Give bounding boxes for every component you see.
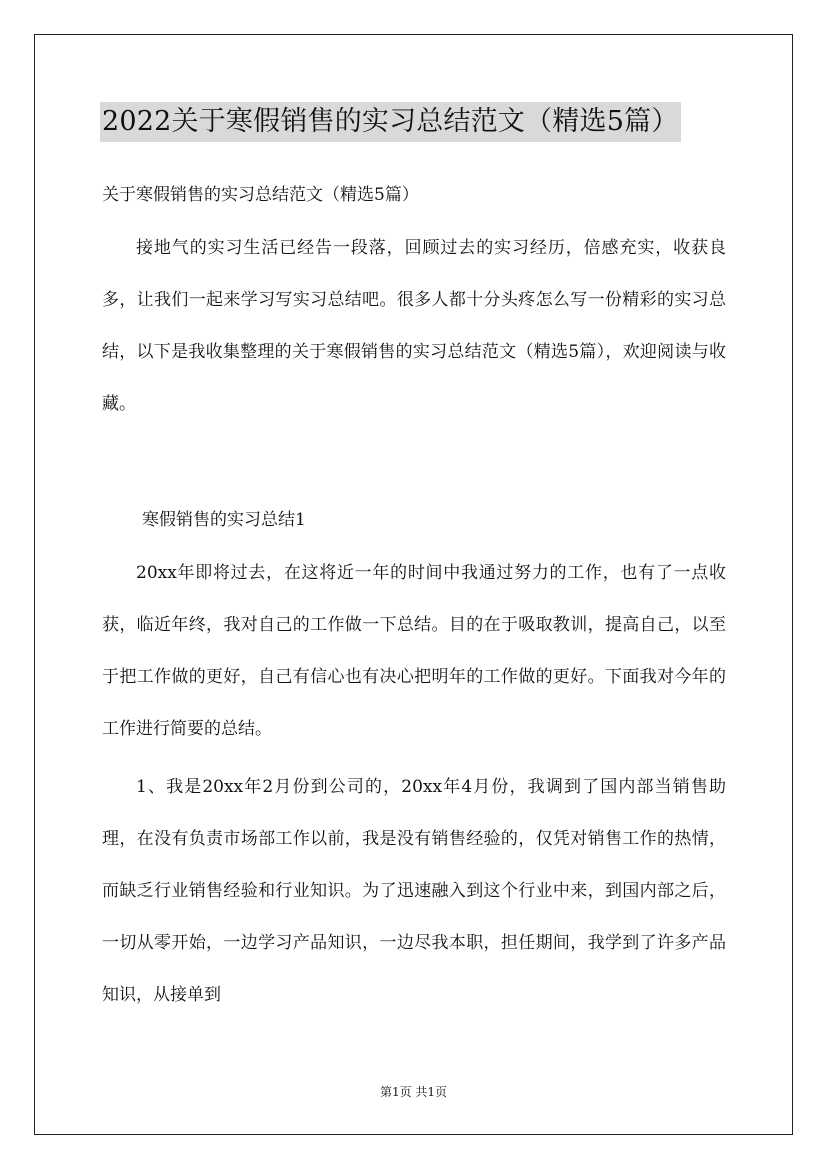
body-paragraph: 20xx年即将过去，在这将近一年的时间中我通过努力的工作，也有了一点收获，临近年终，我对自己的工作做一下总结。目的在于吸取教训，提高自己，以至于把工作做的更好，自己有信心也有决心把明年的工作做的更好。下面我对今年的工作进行简要的总结。 [102,563,726,739]
intro-paragraph: 接地气的实习生活已经告一段落，回顾过去的实习经历，倍感充实，收获良多，让我们一起来学习写实习总结吧。很多人都十分头疼怎么写一份精彩的实习总结，以下是我收集整理的关于寒假销售的实习总结范文（精选5篇），欢迎阅读与收藏。 [102,238,726,414]
body-paragraph: 1、我是20xx年2月份到公司的，20xx年4月份，我调到了国内部当销售助理，在没有负责市场部工作以前，我是没有销售经验的，仅凭对销售工作的热情，而缺乏行业销售经验和行业知识。为了迅速融入到这个行业中来，到国内部之后，一切从零开始，一边学习产品知识，一边尽我本职，担任期间，我学到了许多产品知识，从接单到 [102,777,726,1005]
section-heading: 寒假销售的实习总结1 [142,510,306,530]
page-footer: 第1页 共1页 [379,1085,448,1099]
document-title: 2022关于寒假销售的实习总结范文（精选5篇） [100,102,681,142]
document-subtitle: 关于寒假销售的实习总结范文（精选5篇） [102,185,419,205]
